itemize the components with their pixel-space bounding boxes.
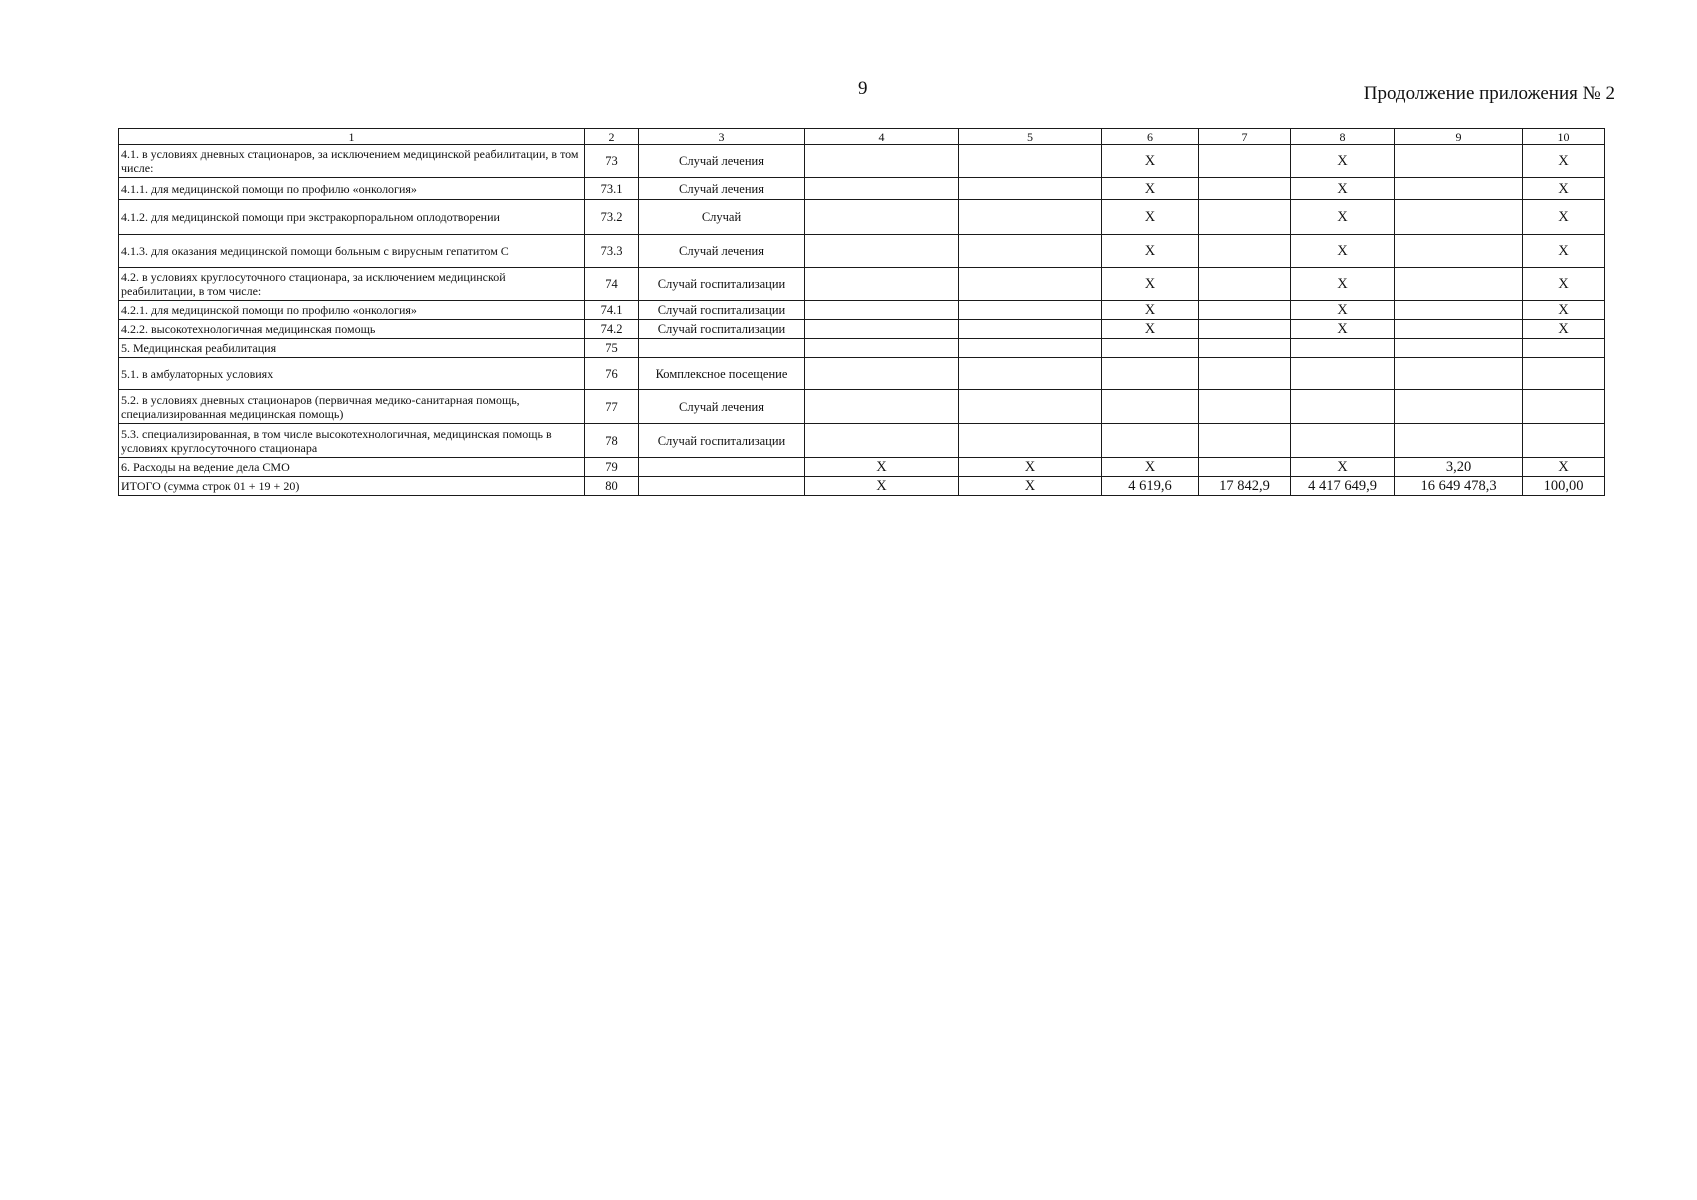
page-number: 9 <box>858 78 868 99</box>
row-unit: Случай лечения <box>639 178 805 200</box>
table-row <box>119 477 1605 496</box>
header-col-6: 6 <box>1102 129 1199 145</box>
row-col-4 <box>805 268 959 301</box>
row-name: ИТОГО (сумма строк 01 + 19 + 20) <box>119 477 585 496</box>
row-col-8: X <box>1291 145 1395 178</box>
row-unit: Комплексное посещение <box>639 358 805 390</box>
row-col-6: X <box>1102 320 1199 339</box>
row-col-8: X <box>1291 301 1395 320</box>
row-col-9 <box>1395 235 1523 268</box>
header-row <box>119 129 1605 145</box>
row-col-4 <box>805 424 959 458</box>
row-col-5 <box>959 268 1102 301</box>
row-col-5 <box>959 301 1102 320</box>
table-row <box>119 268 1605 301</box>
table-row <box>119 301 1605 320</box>
row-col-6: X <box>1102 458 1199 477</box>
header-col-2: 2 <box>585 129 639 145</box>
row-unit: Случай госпитализации <box>639 301 805 320</box>
table-row <box>119 235 1605 268</box>
row-unit: Случай лечения <box>639 390 805 424</box>
table-row <box>119 320 1605 339</box>
row-unit: Случай госпитализации <box>639 268 805 301</box>
row-code: 73.3 <box>585 235 639 268</box>
row-col-5 <box>959 424 1102 458</box>
row-code: 74 <box>585 268 639 301</box>
row-col-5 <box>959 178 1102 200</box>
row-col-5 <box>959 339 1102 358</box>
row-unit <box>639 477 805 496</box>
row-col-10 <box>1523 339 1605 358</box>
appendix-title: Продолжение приложения № 2 <box>1363 83 1615 104</box>
row-col-8: 4 417 649,9 <box>1291 477 1395 496</box>
row-name: 5. Медицинская реабилитация <box>119 339 585 358</box>
row-code: 73.1 <box>585 178 639 200</box>
row-code: 73 <box>585 145 639 178</box>
row-col-7 <box>1199 390 1291 424</box>
row-col-9 <box>1395 268 1523 301</box>
row-col-7 <box>1199 145 1291 178</box>
header-col-7: 7 <box>1199 129 1291 145</box>
row-col-5 <box>959 358 1102 390</box>
row-col-6: X <box>1102 235 1199 268</box>
row-col-9: 3,20 <box>1395 458 1523 477</box>
row-col-8: X <box>1291 458 1395 477</box>
row-col-9 <box>1395 339 1523 358</box>
table-row <box>119 145 1605 178</box>
row-col-6 <box>1102 390 1199 424</box>
row-col-10: X <box>1523 145 1605 178</box>
row-col-8 <box>1291 390 1395 424</box>
row-col-7 <box>1199 424 1291 458</box>
row-col-5 <box>959 320 1102 339</box>
row-col-4 <box>805 145 959 178</box>
table-row <box>119 458 1605 477</box>
row-col-9 <box>1395 200 1523 235</box>
row-col-4: X <box>805 477 959 496</box>
row-col-5 <box>959 390 1102 424</box>
row-name: 4.1.1. для медицинской помощи по профилю «онкология» <box>119 178 585 200</box>
row-col-9 <box>1395 424 1523 458</box>
row-col-6: X <box>1102 178 1199 200</box>
row-name: 4.1. в условиях дневных стационаров, за исключением медицинской реабилитации, в том числе: <box>119 145 585 178</box>
row-col-6 <box>1102 358 1199 390</box>
table-row <box>119 200 1605 235</box>
row-name: 5.3. специализированная, в том числе высокотехнологичная, медицинская помощь в условиях круглосуточного стационара <box>119 424 585 458</box>
row-col-6 <box>1102 339 1199 358</box>
row-code: 74.2 <box>585 320 639 339</box>
row-col-4 <box>805 301 959 320</box>
row-col-8 <box>1291 339 1395 358</box>
row-code: 73.2 <box>585 200 639 235</box>
row-col-6: X <box>1102 268 1199 301</box>
row-col-9 <box>1395 358 1523 390</box>
row-col-4 <box>805 390 959 424</box>
row-col-8: X <box>1291 268 1395 301</box>
row-col-8 <box>1291 424 1395 458</box>
row-name: 4.2. в условиях круглосуточного стационара, за исключением медицинской реабилитации, в том числе: <box>119 268 585 301</box>
table-row <box>119 358 1605 390</box>
row-col-7 <box>1199 320 1291 339</box>
row-col-10 <box>1523 390 1605 424</box>
row-col-4 <box>805 358 959 390</box>
row-col-10: X <box>1523 458 1605 477</box>
row-col-9 <box>1395 320 1523 339</box>
row-col-10 <box>1523 424 1605 458</box>
row-name: 5.2. в условиях дневных стационаров (первичная медико-санитарная помощь, специализированная медицинская помощь) <box>119 390 585 424</box>
row-unit: Случай <box>639 200 805 235</box>
row-name: 4.2.2. высокотехнологичная медицинская помощь <box>119 320 585 339</box>
row-col-8: X <box>1291 178 1395 200</box>
header-col-1: 1 <box>119 129 585 145</box>
row-name: 4.1.2. для медицинской помощи при экстракорпоральном оплодотворении <box>119 200 585 235</box>
row-name: 6. Расходы на ведение дела СМО <box>119 458 585 477</box>
row-col-7 <box>1199 458 1291 477</box>
row-code: 75 <box>585 339 639 358</box>
report-table <box>118 128 1605 496</box>
row-name: 4.2.1. для медицинской помощи по профилю «онкология» <box>119 301 585 320</box>
row-code: 76 <box>585 358 639 390</box>
row-col-4 <box>805 235 959 268</box>
row-unit: Случай госпитализации <box>639 320 805 339</box>
row-unit: Случай госпитализации <box>639 424 805 458</box>
row-col-5 <box>959 200 1102 235</box>
row-unit <box>639 339 805 358</box>
row-col-9 <box>1395 178 1523 200</box>
row-col-5: X <box>959 458 1102 477</box>
row-col-7 <box>1199 235 1291 268</box>
table-row <box>119 178 1605 200</box>
row-unit: Случай лечения <box>639 235 805 268</box>
row-col-7 <box>1199 339 1291 358</box>
row-col-10: X <box>1523 320 1605 339</box>
row-col-10 <box>1523 358 1605 390</box>
row-col-6: X <box>1102 200 1199 235</box>
row-unit: Случай лечения <box>639 145 805 178</box>
row-col-4 <box>805 200 959 235</box>
row-col-6: 4 619,6 <box>1102 477 1199 496</box>
row-col-7 <box>1199 268 1291 301</box>
row-col-4 <box>805 339 959 358</box>
row-code: 78 <box>585 424 639 458</box>
header-col-4: 4 <box>805 129 959 145</box>
row-col-9 <box>1395 390 1523 424</box>
header-col-3: 3 <box>639 129 805 145</box>
header-col-10: 10 <box>1523 129 1605 145</box>
row-col-4 <box>805 320 959 339</box>
row-col-8 <box>1291 358 1395 390</box>
row-col-10: X <box>1523 301 1605 320</box>
table-row <box>119 339 1605 358</box>
row-name: 4.1.3. для оказания медицинской помощи больным с вирусным гепатитом С <box>119 235 585 268</box>
row-col-5: X <box>959 477 1102 496</box>
row-code: 77 <box>585 390 639 424</box>
table-row <box>119 424 1605 458</box>
row-col-4 <box>805 178 959 200</box>
row-col-9: 16 649 478,3 <box>1395 477 1523 496</box>
row-col-10: X <box>1523 178 1605 200</box>
row-col-10: 100,00 <box>1523 477 1605 496</box>
row-col-10: X <box>1523 235 1605 268</box>
header-col-9: 9 <box>1395 129 1523 145</box>
row-col-6: X <box>1102 301 1199 320</box>
row-col-7 <box>1199 178 1291 200</box>
row-col-7 <box>1199 200 1291 235</box>
row-col-10: X <box>1523 200 1605 235</box>
row-col-8: X <box>1291 320 1395 339</box>
row-col-7 <box>1199 301 1291 320</box>
row-col-7 <box>1199 358 1291 390</box>
row-col-4: X <box>805 458 959 477</box>
header-col-5: 5 <box>959 129 1102 145</box>
row-name: 5.1. в амбулаторных условиях <box>119 358 585 390</box>
table-row <box>119 390 1605 424</box>
row-col-5 <box>959 145 1102 178</box>
row-code: 79 <box>585 458 639 477</box>
row-col-8: X <box>1291 235 1395 268</box>
row-col-9 <box>1395 145 1523 178</box>
row-code: 80 <box>585 477 639 496</box>
row-col-10: X <box>1523 268 1605 301</box>
row-col-5 <box>959 235 1102 268</box>
row-unit <box>639 458 805 477</box>
row-col-6 <box>1102 424 1199 458</box>
row-col-8: X <box>1291 200 1395 235</box>
row-col-6: X <box>1102 145 1199 178</box>
header-col-8: 8 <box>1291 129 1395 145</box>
row-col-7: 17 842,9 <box>1199 477 1291 496</box>
row-col-9 <box>1395 301 1523 320</box>
row-code: 74.1 <box>585 301 639 320</box>
